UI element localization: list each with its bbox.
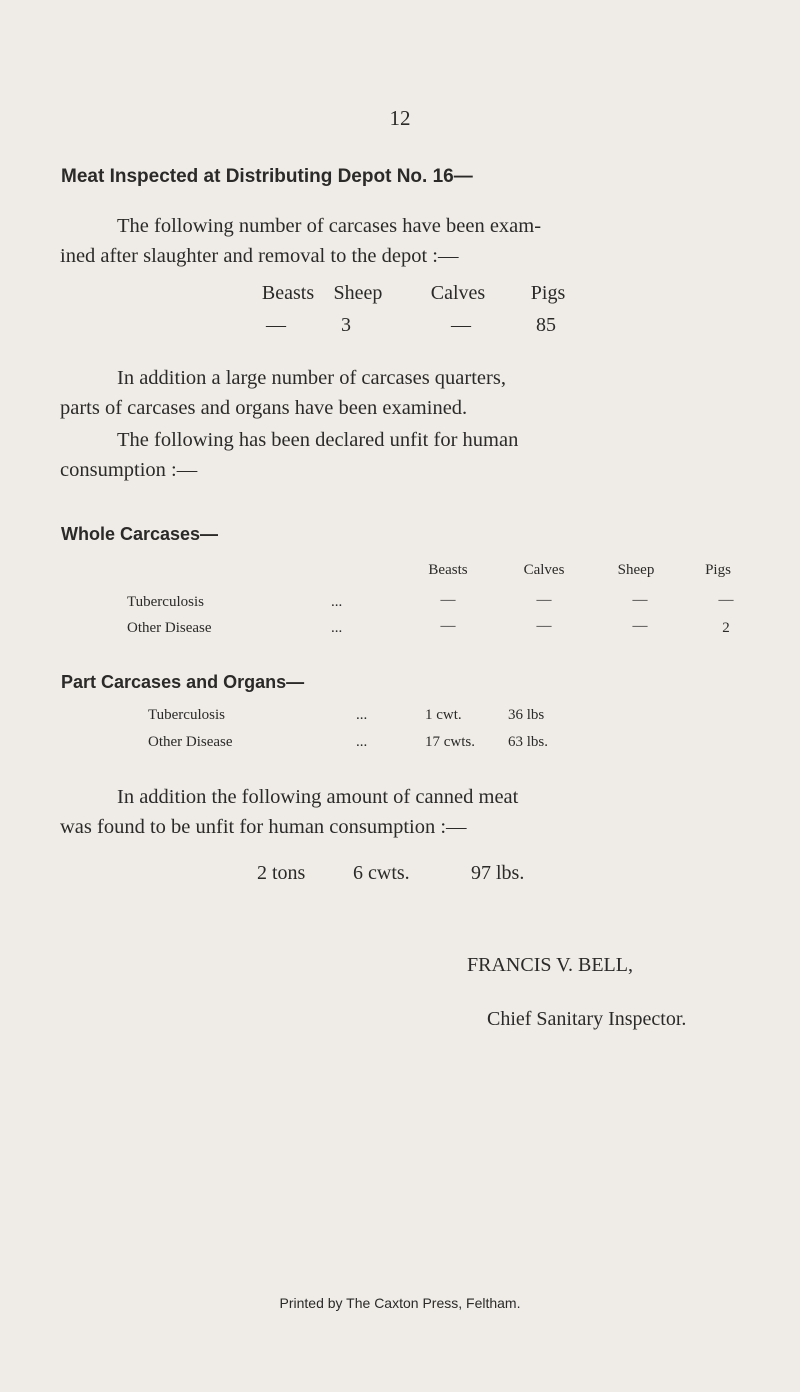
whole-row-dots: ... [331, 620, 343, 636]
part-row-label: Tuberculosis [148, 707, 225, 723]
canned-tons: 2 tons [257, 862, 306, 884]
part-row-lbs: 36 lbs [508, 707, 545, 723]
whole-header-calves: Calves [523, 562, 565, 578]
whole-row-label: Tuberculosis [127, 594, 204, 610]
whole-header-sheep: Sheep [617, 562, 655, 578]
declared-paragraph [60, 426, 750, 485]
whole-header-pigs: Pigs [705, 562, 731, 578]
whole-carcases-heading: Whole Carcases— [61, 524, 219, 544]
whole-row-label: Other Disease [127, 620, 212, 636]
whole-row-value: — [440, 592, 456, 608]
canned-cwts: 6 cwts. [353, 862, 410, 884]
count-header-pigs: Pigs [530, 282, 566, 304]
declared-line-1: The following has been declared unfit for human [117, 429, 519, 451]
whole-row-value: — [536, 592, 552, 608]
whole-row-value: 2 [722, 620, 730, 636]
intro-line-1: The following number of carcases have been exam- [117, 215, 542, 237]
declared-line-2: consumption :— [60, 458, 198, 481]
count-header-sheep: Sheep [333, 282, 383, 304]
count-value-sheep: 3 [341, 314, 351, 336]
part-row-cwt: 1 cwt. [425, 707, 462, 723]
addition-paragraph [60, 364, 750, 423]
whole-row-value: — [536, 618, 552, 634]
count-value-pigs: 85 [536, 314, 556, 336]
section-heading: Meat Inspected at Distributing Depot No. 16— [61, 166, 473, 187]
page-number: 12 [389, 106, 411, 130]
whole-row-value: — [632, 618, 648, 634]
part-carcases-heading: Part Carcases and Organs— [61, 672, 305, 692]
part-row-cwt: 17 cwts. [425, 734, 475, 750]
part-row-dots: ... [356, 707, 368, 723]
signature-title: Chief Sanitary Inspector. [487, 1008, 687, 1030]
signature-name: FRANCIS V. BELL, [467, 954, 633, 976]
count-header-beasts: Beasts [261, 282, 315, 304]
printer-footer: Printed by The Caxton Press, Feltham. [279, 1295, 521, 1311]
count-header-calves: Calves [430, 282, 486, 304]
whole-row-dots: ... [331, 594, 343, 610]
whole-row-value: — [440, 618, 456, 634]
count-value-calves: — [451, 314, 471, 336]
canned-line-1: In addition the following amount of canned meat [117, 786, 519, 808]
count-value-beasts: — [266, 314, 286, 336]
canned-lbs: 97 lbs. [471, 862, 525, 884]
intro-paragraph [60, 212, 750, 271]
intro-line-2: ined after slaughter and removal to the depot :— [60, 244, 459, 267]
addition-line-1: In addition a large number of carcases quarters, [117, 367, 506, 389]
canned-line-2: was found to be unfit for human consumption :— [60, 815, 467, 838]
canned-paragraph [60, 783, 750, 842]
part-row-lbs: 63 lbs. [508, 734, 549, 750]
addition-line-2: parts of carcases and organs have been examined. [60, 396, 468, 419]
part-row-label: Other Disease [148, 734, 233, 750]
whole-row-value: — [718, 592, 734, 608]
part-row-dots: ... [356, 734, 368, 750]
whole-row-value: — [632, 592, 648, 608]
whole-header-beasts: Beasts [428, 562, 468, 578]
